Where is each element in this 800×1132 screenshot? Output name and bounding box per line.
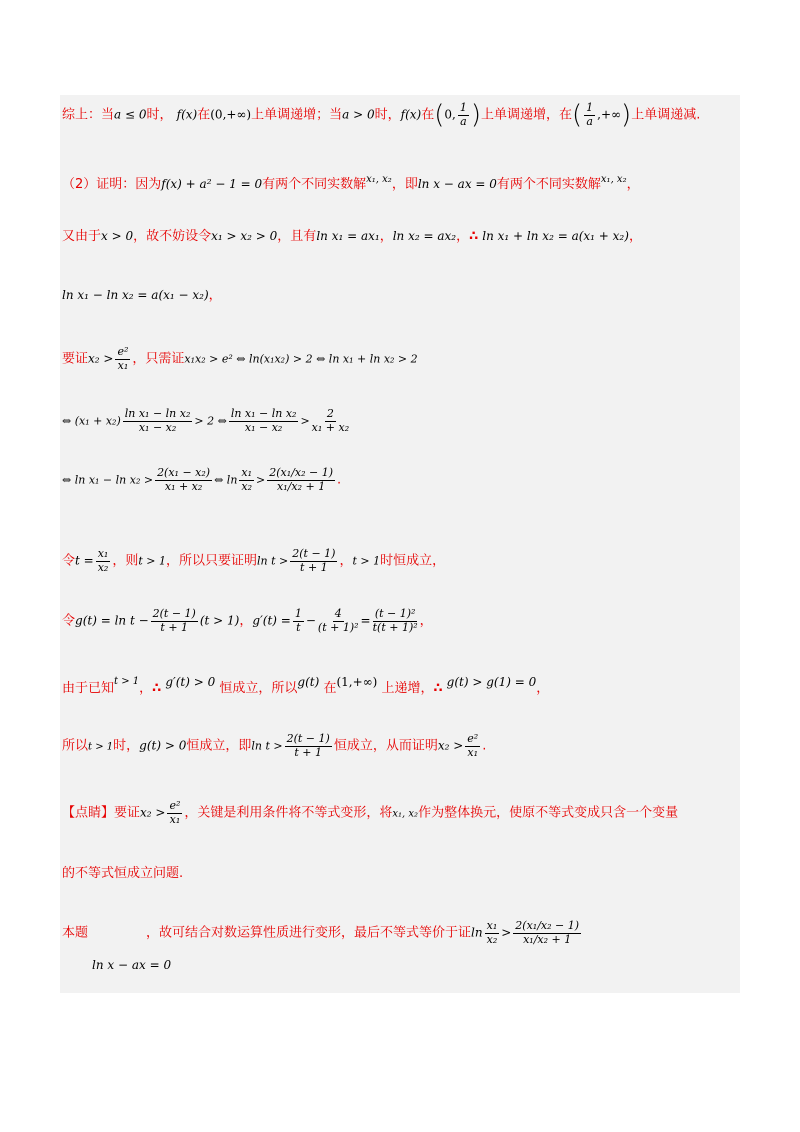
text: 所以 [62,738,89,754]
text: ， [339,553,353,569]
text: ， [626,177,640,192]
text: 上单调递减. [631,107,701,123]
text: . [482,738,487,754]
math: 0, [444,107,456,122]
line-proof-start [62,173,640,192]
text: . [337,472,342,488]
therefore-symbol: ∴ [469,229,479,244]
line-summary-2 [62,920,583,946]
math: x₁ > x₂ > 0 [211,229,278,243]
text: ， [628,229,642,244]
math: > [501,925,512,940]
text: 在 [323,681,337,696]
text: 本题 [62,925,89,941]
text: 恒成立，即 [186,738,252,754]
line-assume [62,225,642,244]
math: x₁x₂ > e² ⇔ ln(x₁x₂) > 2 ⇔ ln x₁ + ln x₂ > 2 [184,352,418,366]
math: x₁, x₂ [392,808,419,820]
math: ln x − ax = 0 [92,958,172,972]
text: 在 [421,107,435,123]
math: f(x) [176,107,198,122]
math: = [360,613,371,628]
text: 综上：当 [62,107,115,123]
math: > [300,414,310,428]
math: (t > 1) [199,613,240,628]
text: ，所以只要证明 [166,553,258,569]
text: 时， [113,738,140,754]
math: (1,+∞) [336,675,378,689]
math: ln t > [251,739,283,753]
math: ln x₁ = ax₁ [316,229,380,243]
math: ⇔ ln [214,473,238,487]
text: ，则 [112,553,139,569]
text: 作为整体换元，使原不等式变成只含一个变量 [418,805,679,821]
fraction: $\frac{1}{a}$ [586,100,594,128]
text: 时， [374,107,401,123]
text: ， [239,613,253,629]
math: g(t) [297,675,320,689]
math: x₁, x₂ [366,174,392,185]
fraction: $\frac{2(t - 1)}{t + 1}$ [286,732,330,759]
math: ln x₁ + ln x₂ = a(x₁ + x₂) [482,229,629,243]
math: g′(t) = [252,613,291,628]
math: ,+∞ [597,107,622,122]
therefore-symbol: ∴ [433,681,443,696]
line-difference [62,284,222,303]
fraction: $\frac{\text{2(x₁ − x₂)}}{\text{x₁ + x₂}}$ [157,466,211,493]
text: 有两个不同实数解 [262,177,367,192]
math: ln x − ax = 0 [417,177,497,191]
math: a > 0 [342,107,375,122]
math: ⇔ ln x₁ − ln x₂ > [62,473,154,487]
math: > 2 ⇔ [194,414,227,428]
math: − [305,613,316,628]
line-monotonic [62,675,549,696]
math: t > 1 [352,554,381,568]
math: > [256,473,266,487]
text: （2）证明：因为 [62,177,162,192]
math: x₂ > [140,805,166,820]
math: a ≤ 0 [114,107,147,122]
text: 恒成立，所以 [219,681,298,696]
math: f(x) [400,107,422,122]
text: 【点睛】要证 [62,805,141,821]
text: 恒成立，从而证明 [333,738,438,754]
math: x₂ > [88,351,114,366]
fraction: $\frac{2(t - 1)}{t + 1}$ [292,547,336,574]
math: t > 1 [88,741,114,753]
fraction: $\frac{\text{2(x₁/x₂ − 1)}}{\text{x₁/x₂ + 1}}$ [515,919,580,946]
paren-close: ) [470,100,481,130]
text: 时， [146,107,173,123]
paren-close: ) [621,100,632,130]
line-conclusion [62,733,486,759]
math: ln x₁ − ln x₂ = a(x₁ − x₂) [62,288,209,302]
fraction: $\frac{\text{e²}}{\text{x₁}}$ [117,345,129,372]
paren-open: ( [434,100,445,130]
fraction: $\frac{\text{x₁}}{\text{x₂}}$ [241,466,253,493]
fraction: $\frac{4}{\text{(t + 1)²}}$ [317,607,359,634]
text: ， [139,681,153,696]
text: ，故不妨设令 [133,229,212,244]
fraction: $\frac{\text{ln x₁ − ln x₂}}{\text{x₁ − x₂}}$ [124,407,191,434]
line-substitution [62,548,445,574]
text: 有两个不同实数解 [496,177,601,192]
math: g(t) > 0 [139,738,187,753]
text: 令 [62,553,76,569]
text: 令 [62,613,76,629]
fraction: $\frac{\text{x₁}}{\text{x₂}}$ [97,547,109,574]
fraction: $\frac{\text{e²}}{\text{x₁}}$ [467,732,479,759]
math: x > 0 [101,229,134,243]
text: ，即 [391,177,418,192]
fraction: $\frac{\text{e²}}{\text{x₁}}$ [169,799,181,826]
math: f(x) + a² − 1 = 0 [161,177,263,191]
math: t > 1 [138,554,166,568]
fraction: $\frac{\text{2(x₁/x₂ − 1)}}{\text{x₁/x₂ + 1}}$ [269,466,333,493]
math: t > 1 [114,676,140,687]
text: 时恒成立， [380,553,446,569]
fraction: $\frac{1}{a}$ [459,100,467,128]
math: g(t) > g(1) = 0 [446,675,537,689]
math: g′(t) > 0 [165,675,216,689]
text: 要证 [62,351,89,367]
text: ，故可结合对数运算性质进行变形，最后不等式等价于证 [146,925,472,941]
line-define-g [62,608,433,634]
text: ，关键是利用条件将不等式变形，将 [184,805,393,821]
line-equivalence-1 [62,408,351,434]
text: ，只需证 [132,351,185,367]
text: 又由于 [62,229,102,244]
fraction: $\frac{2(t - 1)}{t + 1}$ [152,607,196,634]
line-key-point-cont [62,862,183,881]
math: ln x₂ = ax₂ [392,229,457,243]
therefore-symbol: ∴ [152,681,162,696]
text: ，且有 [277,229,317,244]
fraction: $\frac{1}{t}$ [294,607,302,634]
math: ln t > [257,554,289,568]
line-to-prove [62,346,418,372]
fraction: $\frac{2}{\text{x₁ + x₂}}$ [311,407,350,434]
text: 上递增， [381,681,434,696]
text: ， [536,681,550,696]
text: ， [379,229,393,244]
text: 在 [197,107,211,123]
line-equivalence-2 [62,467,341,493]
text: 的不等式恒成立问题. [62,866,184,881]
paren-open: ( [572,100,583,130]
math: x₂ > [437,738,464,753]
text: ， [208,288,222,303]
text: ， [456,229,470,244]
fraction: $\frac{\text{ln x₁ − ln x₂}}{\text{x₁ − x₂}}$ [230,407,297,434]
math: ⇔ (x₁ + x₂) [62,414,121,428]
math: x₁, x₂ [600,174,627,185]
text: 由于已知 [62,681,115,696]
text: 上单调递增；当 [251,107,343,123]
line-summary [62,100,700,130]
text: 上单调递增，在 [481,107,573,123]
math: ln [471,925,483,940]
text: ， [419,613,433,629]
fraction: $\frac{\text{x₁}}{\text{x₂}}$ [486,919,498,946]
fraction: $\frac{\text{(t − 1)²}}{\text{t(t + 1)²}}$ [372,607,418,634]
line-key-point [62,800,678,826]
math: t = [75,553,94,568]
math: g(t) = ln t − [75,613,149,628]
math: (0,+∞) [210,107,252,122]
